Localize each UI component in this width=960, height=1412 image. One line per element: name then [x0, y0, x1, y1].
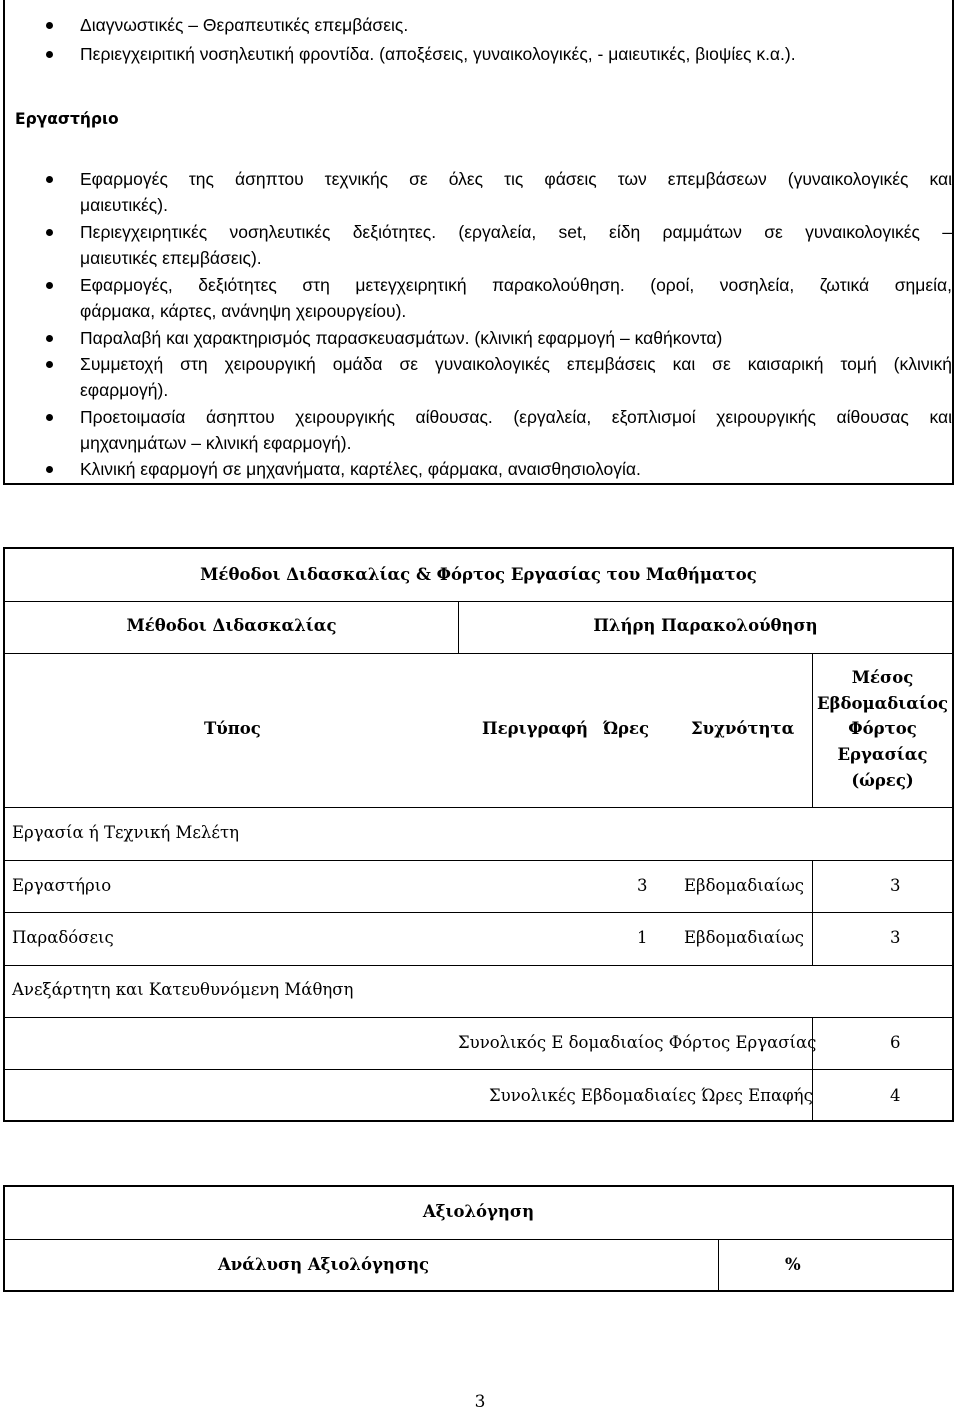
list-item-line: φάρμακα, κάρτες, ανάνηψη χειρουργείου).	[80, 301, 407, 321]
table-cell-load: 3	[890, 928, 901, 947]
column-header-line: Φόρτος	[848, 719, 917, 738]
lab-heading: Εργαστήριο	[15, 110, 119, 128]
table-cell-type: Ανεξάρτητη και Κατευθυνόμενη Μάθηση	[12, 980, 354, 999]
teaching-methods-table	[3, 547, 954, 1122]
list-item-line: Παραλαβή και χαρακτηρισμός παρασκευασμάτων. (κλινική εφαρμογή – καθήκοντα)	[80, 328, 723, 348]
bullet-icon	[46, 361, 53, 368]
column-header: %	[785, 1255, 801, 1274]
page-number: 3	[474, 1392, 486, 1412]
column-header: Μέθοδοι Διδασκαλίας	[126, 616, 337, 635]
bullet-icon	[46, 22, 53, 29]
column-header: Ανάλυση Αξιολόγησης	[218, 1255, 430, 1274]
column-header-line: (ώρες)	[851, 771, 914, 790]
column-header-line: Μέσος	[851, 668, 914, 687]
table-cell-hours: 3	[637, 876, 648, 895]
total-weekly-load-value: 6	[890, 1033, 901, 1052]
table-title: Αξιολόγηση	[422, 1202, 535, 1221]
column-header: Συχνότητα	[691, 719, 795, 738]
list-item-line: Εφαρμογές της άσηπτου τεχνικής σε όλες τις φάσεις των επεμβάσεων (γυναικολογικές και	[80, 169, 952, 189]
list-item-line: Κλινική εφαρμογή σε μηχανήματα, καρτέλες, φάρμακα, αναισθησιολογία.	[80, 459, 641, 479]
list-item-line: Εφαρμογές, δεξιότητες στη μετεγχειρητική παρακολούθηση. (οροί, νοσηλεία, ζωτικά σημεία,	[80, 275, 952, 295]
table-title: Μέθοδοι Διδασκαλίας & Φόρτος Εργασίας του Μαθήματος	[200, 565, 757, 584]
bullet-icon	[46, 51, 53, 58]
column-header-line: Εργασίας	[837, 745, 928, 764]
column-header: Τύπος	[204, 719, 261, 738]
table-cell-frequency: Εβδομαδιαίως	[684, 928, 805, 947]
list-item-line: Συμμετοχή στη χειρουργική ομάδα σε γυναικολογικές επεμβάσεις και σε καισαρική τομή (κλινική	[80, 354, 952, 374]
column-header-line: Εβδομαδιαίος	[816, 694, 949, 713]
bullet-icon	[46, 282, 53, 289]
list-item-line: Προετοιμασία άσηπτου χειρουργικής αίθουσας. (εργαλεία, εξοπλισμοί χειρουργικής αίθουσας και	[80, 407, 952, 427]
assessment-table	[3, 1185, 954, 1292]
list-item-text: Περιεγχειριτική νοσηλευτική φροντίδα. (αποξέσεις, γυναικολογικές, - μαιευτικές, βιοψίες κ.α.).	[80, 44, 796, 64]
total-contact-hours-label: Συνολικές Εβδομαδιαίες Ώρες Επαφής	[489, 1086, 813, 1105]
table-cell-hours: 1	[637, 928, 648, 947]
column-header: Πλήρη Παρακολούθηση	[593, 616, 818, 635]
list-item-line: μαιευτικές).	[80, 195, 168, 215]
column-header: Περιγραφή	[482, 719, 589, 738]
total-contact-hours-value: 4	[890, 1086, 901, 1105]
bullet-icon	[46, 414, 53, 421]
list-item-line: μαιευτικές επεμβάσεις).	[80, 248, 262, 268]
list-item-text: Διαγνωστικές – Θεραπευτικές επεμβάσεις.	[80, 15, 409, 35]
bullet-icon	[46, 335, 53, 342]
table-cell-type: Εργασία ή Τεχνική Μελέτη	[12, 823, 239, 842]
list-item-line: Περιεγχειρητικές νοσηλευτικές δεξιότητες. (εργαλεία, set, είδη ραμμάτων σε γυναικολογικές –	[80, 222, 952, 242]
bullet-icon	[46, 466, 53, 473]
list-item-line: εφαρμογή).	[80, 380, 169, 400]
table-cell-type: Παραδόσεις	[12, 928, 114, 947]
column-header: Ώρες	[603, 719, 650, 738]
bullet-icon	[46, 229, 53, 236]
course-content-box	[3, 0, 954, 485]
list-item-line: μηχανημάτων – κλινική εφαρμογή).	[80, 433, 352, 453]
bullet-icon	[46, 176, 53, 183]
table-cell-load: 3	[890, 876, 901, 895]
table-cell-type: Εργαστήριο	[12, 876, 112, 895]
total-weekly-load-label: Συνολικός Ε δομαδιαίος Φόρτος Εργασίας	[458, 1033, 817, 1052]
table-cell-frequency: Εβδομαδιαίως	[684, 876, 805, 895]
